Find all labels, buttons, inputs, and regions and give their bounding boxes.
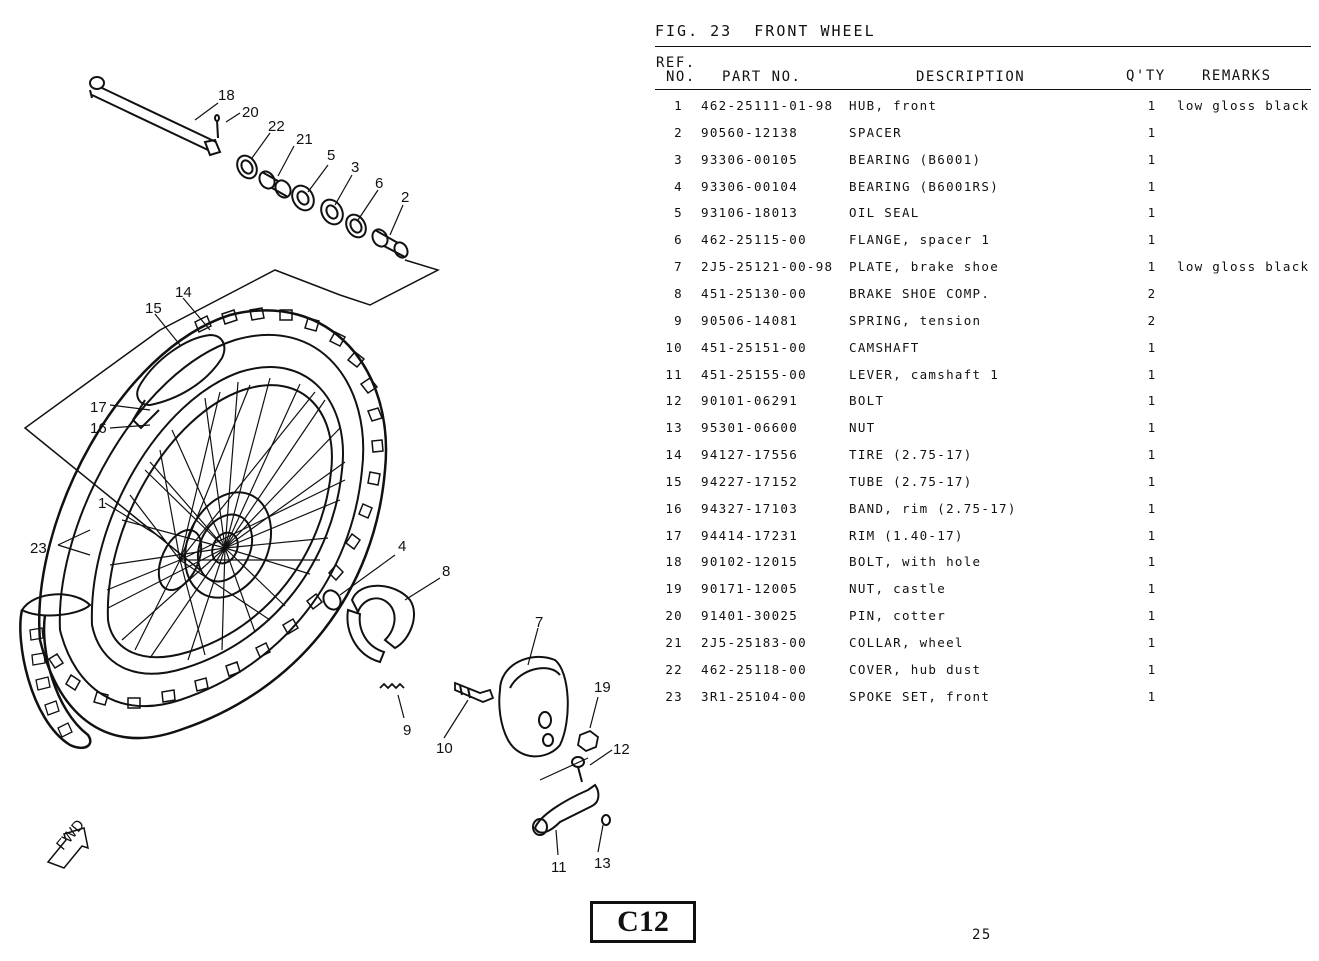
cell-qty: 1 <box>1147 581 1157 597</box>
cell-ref: 20 <box>665 608 683 624</box>
camshaft-part <box>455 683 493 702</box>
cell-ref: 11 <box>665 366 683 382</box>
cell-part-no: 95301-06600 <box>701 420 799 436</box>
parts-row <box>655 152 1311 179</box>
figure-name: FRONT WHEEL <box>754 22 876 40</box>
cell-remarks: low gloss black <box>1177 98 1310 113</box>
bearing-part <box>317 196 347 229</box>
callout-23: 23 <box>30 540 47 557</box>
cell-qty: 1 <box>1147 447 1157 463</box>
cell-part-no: 90101-06291 <box>701 393 799 409</box>
cell-qty: 1 <box>1147 527 1157 543</box>
parts-row <box>655 501 1311 528</box>
callout-9: 9 <box>403 722 412 739</box>
cell-qty: 1 <box>1147 635 1157 650</box>
castle-nut-part <box>578 731 598 751</box>
cell-ref: 13 <box>665 420 683 436</box>
cell-part-no: 94127-17556 <box>701 447 799 463</box>
cell-qty: 1 <box>1147 98 1157 113</box>
cell-ref: 16 <box>665 500 683 516</box>
parts-row <box>655 286 1311 313</box>
cell-qty: 1 <box>1147 178 1157 194</box>
cell-ref: 19 <box>665 581 683 597</box>
parts-row <box>655 689 1311 716</box>
cell-ref: 5 <box>674 205 683 221</box>
cotter-pin-part <box>215 115 219 138</box>
parts-row <box>655 393 1311 420</box>
cell-remarks: low gloss black <box>1177 259 1310 275</box>
cell-part-no: 94327-17103 <box>701 500 799 516</box>
callout-6: 6 <box>375 175 384 192</box>
cell-ref: 21 <box>665 635 683 650</box>
top-rule <box>655 46 1311 47</box>
cell-part-no: 90171-12005 <box>701 581 799 597</box>
dust-cover-part <box>233 152 261 182</box>
collar-part <box>256 169 293 201</box>
cell-qty: 2 <box>1147 312 1157 328</box>
callout-19: 19 <box>594 679 611 696</box>
cell-qty: 1 <box>1147 661 1157 677</box>
cell-part-no: 462-25111-01-98 <box>701 98 834 113</box>
callout-18: 18 <box>218 87 235 104</box>
callout-12: 12 <box>613 741 630 758</box>
cell-qty: 1 <box>1147 366 1157 382</box>
cell-qty: 1 <box>1147 124 1157 140</box>
cell-description: RIM (1.40-17) <box>849 527 964 543</box>
cell-description: BOLT, with hole <box>849 554 982 570</box>
cell-description: LEVER, camshaft 1 <box>849 366 1000 382</box>
cell-qty: 1 <box>1147 232 1157 248</box>
callout-11: 11 <box>551 859 567 876</box>
parts-row <box>655 447 1311 474</box>
header-ref-line2: NO. <box>666 69 696 85</box>
spring-part <box>380 684 404 688</box>
wheel-assembly <box>20 308 386 748</box>
cell-description: CAMSHAFT <box>849 339 920 355</box>
cell-ref: 8 <box>674 285 683 301</box>
cell-description: BAND, rim (2.75-17) <box>849 500 1017 516</box>
parts-row <box>655 474 1311 501</box>
cell-ref: 14 <box>665 447 683 463</box>
cell-description: SPACER <box>849 124 902 140</box>
oil-seal-part <box>288 182 318 215</box>
parts-row <box>655 313 1311 340</box>
callout-4: 4 <box>398 538 407 555</box>
cell-ref: 7 <box>674 259 683 275</box>
cell-description: PIN, cotter <box>849 608 947 624</box>
cell-ref: 9 <box>674 312 683 328</box>
cell-description: BEARING (B6001) <box>849 151 982 167</box>
lever-part <box>535 785 598 833</box>
cell-ref: 18 <box>665 554 683 570</box>
cell-part-no: 91401-30025 <box>701 608 799 624</box>
parts-row <box>655 608 1311 635</box>
figure-title <box>655 22 876 40</box>
cell-ref: 23 <box>665 688 683 704</box>
parts-row <box>655 179 1311 206</box>
cell-part-no: 451-25155-00 <box>701 366 807 382</box>
spokes <box>107 378 345 660</box>
callout-21: 21 <box>296 131 313 148</box>
callout-13: 13 <box>594 855 611 872</box>
cell-ref: 6 <box>674 232 683 248</box>
callout-15: 15 <box>145 300 162 317</box>
cell-part-no: 462-25115-00 <box>701 232 807 248</box>
callout-10: 10 <box>436 740 453 757</box>
cell-ref: 15 <box>665 473 683 489</box>
header-part-no: PART NO. <box>722 69 802 85</box>
cell-ref: 1 <box>674 98 683 113</box>
cell-description: BEARING (B6001RS) <box>849 178 1000 194</box>
cell-part-no: 90102-12015 <box>701 554 799 570</box>
cell-description: FLANGE, spacer 1 <box>849 232 991 248</box>
cell-part-no: 2J5-25121-00-98 <box>701 259 834 275</box>
cell-description: OIL SEAL <box>849 205 920 221</box>
cell-description: COVER, hub dust <box>849 661 982 677</box>
callout-1: 1 <box>98 495 107 512</box>
cell-qty: 1 <box>1147 608 1157 624</box>
cell-description: TIRE (2.75-17) <box>849 447 973 463</box>
cell-part-no: 90506-14081 <box>701 312 799 328</box>
cell-description: HUB, front <box>849 98 938 113</box>
header-ref-line1: REF. <box>656 55 696 71</box>
cell-qty: 1 <box>1147 473 1157 489</box>
callout-5: 5 <box>327 147 336 164</box>
cell-qty: 1 <box>1147 688 1157 704</box>
nut-13-part <box>602 815 610 825</box>
parts-row <box>655 259 1311 286</box>
cell-qty: 1 <box>1147 420 1157 436</box>
cell-description: COLLAR, wheel <box>849 635 964 650</box>
parts-row <box>655 232 1311 259</box>
page-number: 25 <box>972 927 992 943</box>
cell-ref: 10 <box>665 339 683 355</box>
cell-part-no: 462-25118-00 <box>701 661 807 677</box>
parts-row <box>655 554 1311 581</box>
bearing-4-part <box>320 587 344 612</box>
cell-description: SPOKE SET, front <box>849 688 991 704</box>
cell-description: PLATE, brake shoe <box>849 259 1000 275</box>
parts-row <box>655 528 1311 555</box>
parts-row <box>655 420 1311 447</box>
cell-description: SPRING, tension <box>849 312 982 328</box>
cell-part-no: 2J5-25183-00 <box>701 635 807 650</box>
cell-qty: 1 <box>1147 205 1157 221</box>
parts-row <box>655 125 1311 152</box>
cell-qty: 1 <box>1147 259 1157 275</box>
callout-2: 2 <box>401 189 410 206</box>
callout-8: 8 <box>442 563 451 580</box>
flange-part <box>342 211 370 241</box>
fwd-label: FWD <box>53 816 89 854</box>
spacer-part <box>369 227 410 260</box>
cell-qty: 2 <box>1147 285 1157 301</box>
callout-3: 3 <box>351 159 360 176</box>
cell-part-no: 90560-12138 <box>701 124 799 140</box>
cell-description: BOLT <box>849 393 885 409</box>
cell-qty: 1 <box>1147 500 1157 516</box>
callout-7: 7 <box>535 614 544 631</box>
cell-part-no: 93306-00105 <box>701 151 799 167</box>
parts-row <box>655 635 1311 662</box>
cell-part-no: 451-25151-00 <box>701 339 807 355</box>
header-remarks: REMARKS <box>1202 68 1272 84</box>
cell-description: TUBE (2.75-17) <box>849 473 973 489</box>
cell-description: BRAKE SHOE COMP. <box>849 285 991 301</box>
cell-part-no: 451-25130-00 <box>701 285 807 301</box>
brake-shoe-part <box>347 586 414 662</box>
cell-ref: 3 <box>674 151 683 167</box>
parts-row <box>655 367 1311 394</box>
cell-ref: 4 <box>674 178 683 194</box>
brake-plate-part <box>499 657 568 757</box>
callout-16: 16 <box>90 420 107 437</box>
section-code: C12 <box>590 901 696 943</box>
cell-qty: 1 <box>1147 151 1157 167</box>
cell-part-no: 94414-17231 <box>701 527 799 543</box>
header-qty: Q'TY <box>1126 68 1166 84</box>
cell-ref: 2 <box>674 124 683 140</box>
cell-part-no: 3R1-25104-00 <box>701 688 807 704</box>
parts-row <box>655 98 1311 125</box>
parts-row <box>655 581 1311 608</box>
cell-ref: 22 <box>665 661 683 677</box>
parts-row <box>655 340 1311 367</box>
cell-qty: 1 <box>1147 554 1157 570</box>
cell-description: NUT, castle <box>849 581 947 597</box>
callout-14: 14 <box>175 284 192 301</box>
cell-qty: 1 <box>1147 393 1157 409</box>
cell-part-no: 93106-18013 <box>701 205 799 221</box>
header-description: DESCRIPTION <box>916 69 1026 85</box>
callout-22: 22 <box>268 118 285 135</box>
exploded-diagram <box>0 0 650 961</box>
parts-row <box>655 662 1311 689</box>
cell-part-no: 94227-17152 <box>701 473 799 489</box>
callout-20: 20 <box>242 104 259 121</box>
cell-description: NUT <box>849 420 876 436</box>
callout-17: 17 <box>90 399 107 416</box>
cell-ref: 12 <box>665 393 683 409</box>
cell-qty: 1 <box>1147 339 1157 355</box>
parts-row <box>655 205 1311 232</box>
header-rule <box>655 89 1311 90</box>
cell-part-no: 93306-00104 <box>701 178 799 194</box>
figure-label: FIG. 23 <box>655 22 733 40</box>
cell-ref: 17 <box>665 527 683 543</box>
